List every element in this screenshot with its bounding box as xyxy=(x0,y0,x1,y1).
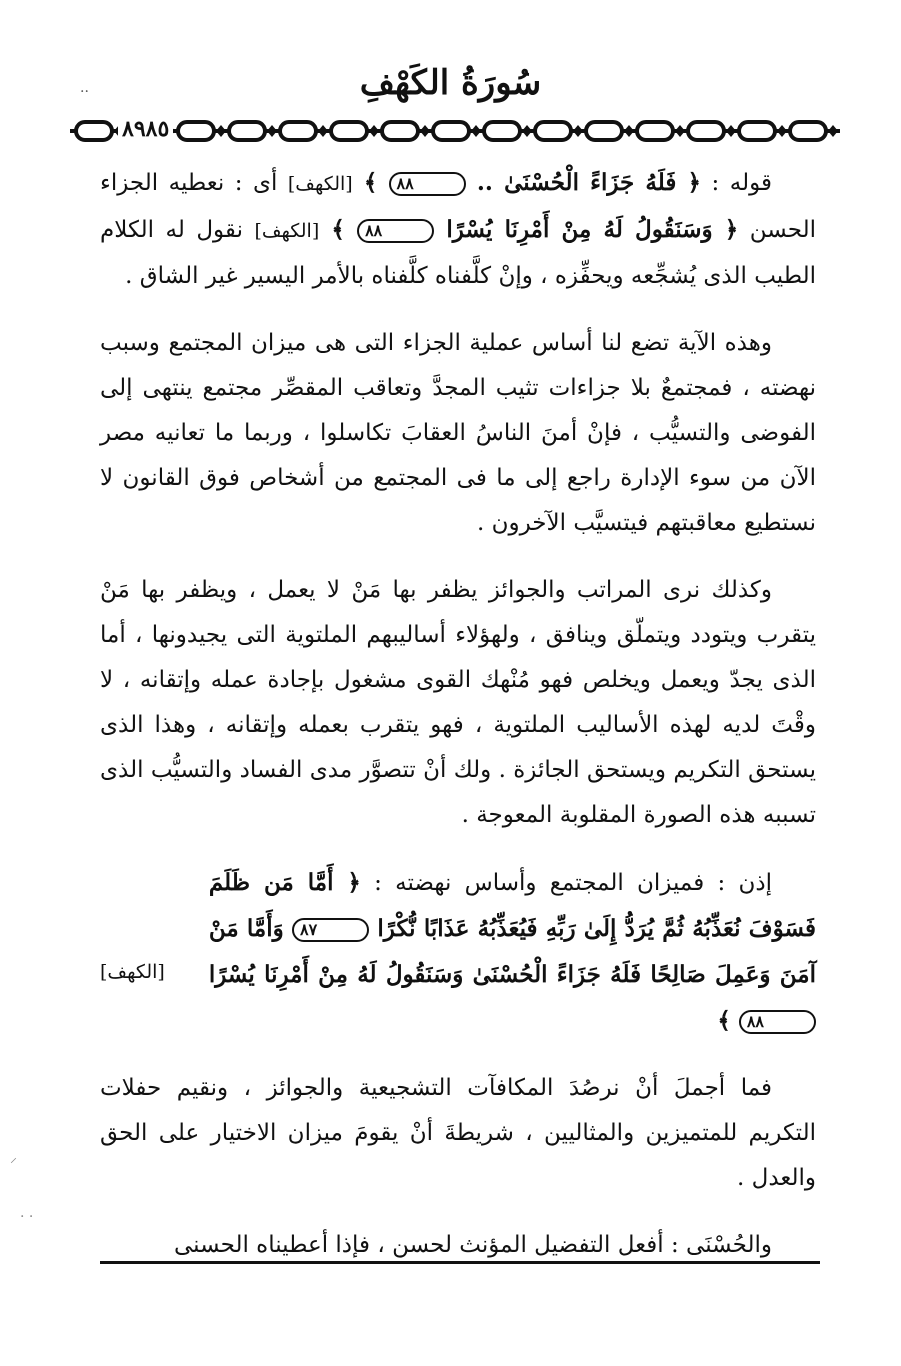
footer-rule xyxy=(100,1261,820,1264)
paragraph xyxy=(100,321,816,546)
band-diamond xyxy=(471,125,481,137)
band-capsule xyxy=(688,122,724,140)
commentary-text: إذن : فميزان المجتمع وأساس نهضته : xyxy=(360,870,772,896)
quran-verse: ﴾ xyxy=(717,1007,739,1034)
band-capsule xyxy=(739,122,775,140)
band-capsule xyxy=(433,122,469,140)
band-diamond xyxy=(573,125,583,137)
band-capsule xyxy=(76,122,112,140)
band-diamond xyxy=(420,125,430,137)
band-capsule xyxy=(331,122,367,140)
band-diamond xyxy=(624,125,634,137)
quran-verse: وَأَمَّا مَنْ آمَنَ وَعَمِلَ صَالِحًا فَلَهُ جَزَاءً الْحُسْنَىٰ وَسَنَقُولُ لَهُ مِنْ أَمْرِنَا يُسْرًا xyxy=(208,915,816,988)
band-capsule xyxy=(280,122,316,140)
page-number: ٨٩٨٥ xyxy=(118,114,173,144)
band-capsule xyxy=(535,122,571,140)
band-capsule xyxy=(790,122,826,140)
band-diamond xyxy=(777,125,787,137)
quran-verse: ﴿ وَسَنَقُولُ لَهُ مِنْ أَمْرِنَا يُسْرًا xyxy=(434,216,739,243)
paragraph xyxy=(100,160,816,299)
band-capsule xyxy=(178,122,214,140)
band-diamond xyxy=(318,125,328,137)
commentary-text: فما أجملَ أنْ نرصُدَ المكافآت التشجيعية والجوائز ، ونقيم حفلات التكريم للمتميزين والمثاليين ، شريطةَ أنْ يقومَ ميزان الاختيار على الحق والعدل . xyxy=(100,1075,816,1191)
quran-verse: ﴾ xyxy=(352,169,389,196)
quran-verse: ﴿ أَمَّا مَن ظَلَمَ فَسَوْفَ نُعَذِّبُهُ ثُمَّ يُرَدُّ إِلَىٰ رَبِّهِ فَيُعَذِّبُهُ عَذَابًا نُّكْرًا xyxy=(208,869,816,942)
paragraph xyxy=(100,1066,816,1201)
band-diamond xyxy=(828,125,838,137)
band-diamond xyxy=(726,125,736,137)
commentary-text: وهذه الآية تضع لنا أساس عملية الجزاء التى هى ميزان المجتمع وسبب نهضته ، فمجتمعٌ بلا جزاءات تثيب المجدَّ وتعاقب المقصِّر مجتمع ينتهى إلى الفوضى والتسيُّب ، فإنْ أمنَ الناسُ العقابَ تكاسلوا ، وربما ما تعانيه مصر الآن من سوء الإدارة راجع إلى ما فى المجتمع من أشخاص فوق القانون لا نستطيع معاقبتهم فيتسيَّب الآخرون . xyxy=(100,330,816,536)
surah-reference: [الكهف] xyxy=(100,961,165,983)
ayah-number: ٨٨ xyxy=(357,219,434,243)
band-diamond xyxy=(522,125,532,137)
stray-mark-left: . . xyxy=(20,1205,34,1221)
band-capsule xyxy=(382,122,418,140)
ayah-number: ٨٨ xyxy=(389,172,466,196)
quran-verse: ﴾ xyxy=(319,216,358,243)
surah-reference: [الكهف] xyxy=(287,173,353,195)
margin-scratch: ⸜ xyxy=(10,1150,17,1166)
band-capsule xyxy=(637,122,673,140)
quran-verse: ﴿ فَلَهُ جَزَاءً الْحُسْنَىٰ .. xyxy=(465,169,702,196)
commentary-text: أى : نعطيه الجزاء الحسن xyxy=(100,170,816,243)
band-capsule xyxy=(229,122,265,140)
band-diamond xyxy=(369,125,379,137)
paragraph xyxy=(100,568,816,838)
paragraph xyxy=(100,860,816,1044)
stray-mark: .. xyxy=(80,80,89,96)
band-diamond xyxy=(675,125,685,137)
body-text xyxy=(100,160,816,1290)
commentary-text: وكذلك نرى المراتب والجوائز يظفر بها مَنْ لا يعمل ، ويظفر بها مَنْ يتقرب ويتودد ويتملّق وينافق ، ولهؤلاء أساليبهم الملتوية التى يجيدونها ، أما الذى يجدّ ويعمل ويخلص فهو مُنْهك القوى مشغول بإجادة عمله وإتقانه ، لا وقْتَ لديه لهذه الأساليب الملتوية ، فهو يتقرب بعمله وإتقانه ، وهذا الذى يستحق التكريم ويستحق الجائزة . ولك أنْ تتصوَّر مدى الفساد والتسيُّب الذى تسببه هذه الصورة المقلوبة المعوجة . xyxy=(100,577,816,828)
ornamental-header-band xyxy=(70,118,840,144)
commentary-text: نقول له الكلام الطيب الذى يُشجِّعه ويحفِّزه ، وإنْ كلَّفناه كلَّفناه بالأمر اليسير غير الشاق . xyxy=(100,217,816,289)
commentary-text: والحُسْنَى : أفعل التفضيل المؤنث لحسن ، فإذا أعطيناه الحسنى xyxy=(174,1232,772,1258)
ayah-number: ٨٨ xyxy=(739,1010,816,1034)
surah-title: سُورَةُ الكَهْفِ xyxy=(359,63,542,103)
band-diamond xyxy=(267,125,277,137)
surah-reference: [الكهف] xyxy=(254,220,320,242)
band-diamond xyxy=(216,125,226,137)
band-capsule xyxy=(586,122,622,140)
ayah-number: ٨٧ xyxy=(292,918,369,942)
band-capsule xyxy=(484,122,520,140)
commentary-text: قوله : xyxy=(701,170,772,196)
